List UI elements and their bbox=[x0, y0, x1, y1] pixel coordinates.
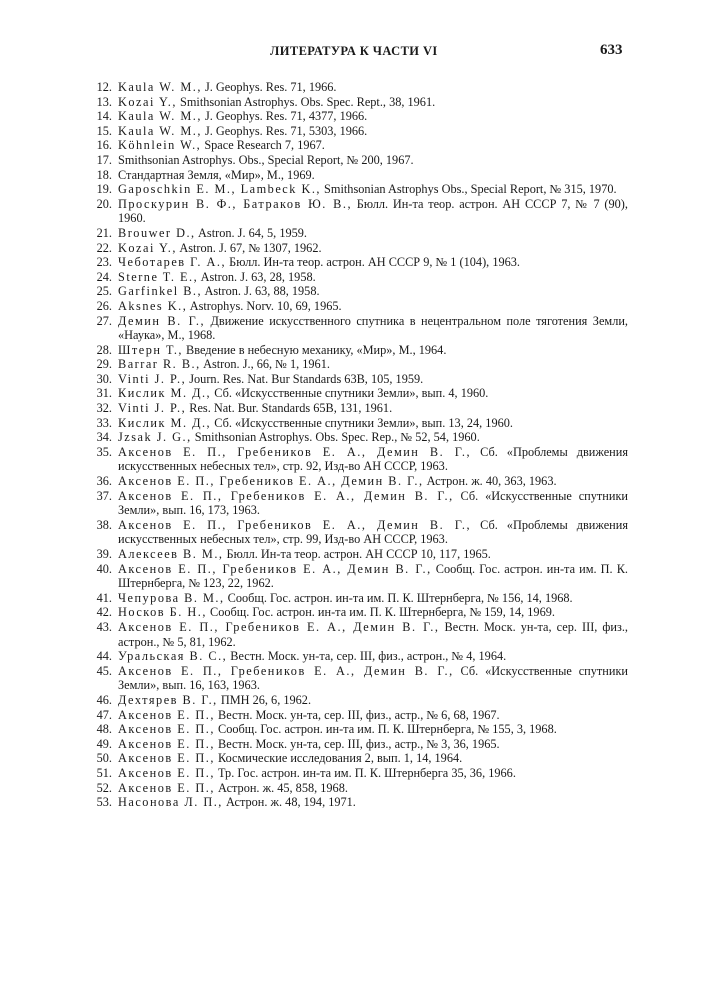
reference-citation: Smithsonian Astrophys Obs., Special Report, № 315, 1970. bbox=[320, 182, 617, 197]
reference-author: Дехтярев В. Г., bbox=[118, 692, 218, 707]
reference-entry bbox=[88, 372, 628, 387]
reference-author: Носков Б. Н., bbox=[118, 605, 207, 620]
reference-number: 14. bbox=[96, 109, 112, 124]
reference-citation: Космические исследования 2, вып. 1, 14, 1964. bbox=[214, 751, 463, 766]
reference-author: Vinti J. P., bbox=[118, 371, 187, 386]
reference-entry bbox=[88, 124, 628, 139]
reference-author: Уральская В. С., bbox=[118, 649, 228, 664]
reference-author: Kozai Y., bbox=[118, 240, 177, 255]
reference-entry bbox=[88, 766, 628, 781]
reference-author: Аксенов Е. П., Гребеников Е. А., Демин В. Г., bbox=[118, 488, 454, 503]
reference-entry bbox=[88, 95, 628, 110]
reference-author: Garfinkel B., bbox=[118, 284, 203, 299]
reference-citation: J. Geophys. Res. 71, 1966. bbox=[201, 80, 337, 94]
reference-author: Аксенов Е. П., Гребеников Е. А., Демин В. Г., bbox=[118, 619, 440, 634]
reference-number: 44. bbox=[96, 649, 112, 664]
page-number: 633 bbox=[600, 42, 623, 58]
reference-number: 49. bbox=[96, 736, 112, 751]
reference-citation: Smithsonian Astrophys. Obs. Spec. Rep., № 52, 54, 1960. bbox=[191, 430, 480, 445]
reference-number: 32. bbox=[96, 401, 112, 416]
reference-author: Алексеев В. М., bbox=[118, 547, 224, 561]
reference-entry bbox=[88, 489, 628, 518]
reference-number: 12. bbox=[96, 80, 112, 94]
reference-entry bbox=[88, 737, 628, 752]
reference-citation: Бюлл. Ин-та теор. астрон. АН СССР 10, 117, 1965. bbox=[223, 547, 491, 561]
reference-citation: Astron. J. 67, № 1307, 1962. bbox=[176, 240, 322, 255]
reference-entry bbox=[88, 226, 628, 241]
reference-citation: Сообщ. Гос. астрон. ин-та им. П. К. Штернберга, № 155, 3, 1968. bbox=[214, 722, 557, 737]
reference-entry bbox=[88, 781, 628, 796]
reference-citation: Smithsonian Astrophys. Obs. Spec. Rept., 38, 1961. bbox=[176, 94, 436, 109]
reference-author: Кислик М. Д., bbox=[118, 386, 212, 401]
reference-author: Демин В. Г., bbox=[118, 313, 206, 328]
reference-citation: Сообщ. Гос. астрон. ин-та им. П. К. Штернберга, № 123, 22, 1962. bbox=[118, 561, 628, 591]
reference-citation: Введение в небесную механику, «Мир», М., 1964. bbox=[182, 342, 447, 357]
reference-entry bbox=[88, 605, 628, 620]
reference-number: 31. bbox=[96, 386, 112, 401]
reference-author: Чепурова В. М., bbox=[118, 590, 225, 605]
reference-number: 40. bbox=[96, 561, 112, 576]
reference-entry bbox=[88, 182, 628, 197]
reference-entry bbox=[88, 357, 628, 372]
reference-entry bbox=[88, 416, 628, 431]
reference-number: 47. bbox=[96, 707, 112, 722]
reference-author: Аксенов Е. П., bbox=[118, 707, 215, 722]
reference-entry bbox=[88, 168, 628, 183]
reference-author: Kaula W. M., bbox=[118, 80, 202, 94]
reference-author: Aksnes K., bbox=[118, 298, 188, 313]
reference-entry bbox=[88, 708, 628, 723]
reference-citation: Астрон. ж. 48, 194, 1971. bbox=[222, 795, 356, 810]
reference-number: 51. bbox=[96, 765, 112, 780]
reference-entry bbox=[88, 197, 628, 226]
reference-number: 35. bbox=[96, 444, 112, 459]
reference-number: 53. bbox=[96, 795, 112, 810]
reference-number: 27. bbox=[96, 313, 112, 328]
reference-author: Kaula W. M., bbox=[118, 109, 202, 124]
reference-list bbox=[88, 80, 628, 810]
reference-number: 45. bbox=[96, 663, 112, 678]
reference-citation: Вестн. Моск. ун-та, сер. III, физ., астр., № 6, 68, 1967. bbox=[214, 707, 500, 722]
reference-author: Аксенов Е. П., bbox=[118, 751, 215, 766]
reference-citation: J. Geophys. Res. 71, 5303, 1966. bbox=[201, 123, 368, 138]
reference-citation: Движение искусственного спутника в нецентральном поле тяготения Земли, «Наука», М., 1968. bbox=[118, 313, 629, 343]
reference-citation: Стандартная Земля, «Мир», М., 1969. bbox=[118, 167, 315, 182]
reference-entry bbox=[88, 445, 628, 474]
reference-number: 37. bbox=[96, 488, 112, 503]
reference-citation: Сб. «Искусственные спутники Земли», вып. 16, 163, 1963. bbox=[118, 663, 628, 693]
reference-citation: Тр. Гос. астрон. ин-та им. П. К. Штернберга 35, 36, 1966. bbox=[214, 765, 516, 780]
reference-author: Kozai Y., bbox=[118, 94, 177, 109]
reference-citation: Сб. «Искусственные спутники Земли», вып. 13, 24, 1960. bbox=[211, 415, 513, 430]
reference-number: 50. bbox=[96, 751, 112, 766]
reference-citation: Бюлл. Ин-та теор. астрон. АН СССР 7, № 7 (90), 1960. bbox=[118, 196, 628, 226]
reference-citation: Сообщ. Гос. астрон. ин-та им. П. К. Штернберга, № 156, 14, 1968. bbox=[224, 590, 573, 605]
reference-number: 16. bbox=[96, 138, 112, 153]
reference-author: Vinti J. P., bbox=[118, 401, 187, 416]
reference-number: 39. bbox=[96, 547, 112, 561]
reference-number: 21. bbox=[96, 225, 112, 240]
reference-citation: Сообщ. Гос. астрон. ин-та им. П. К. Штернберга, № 159, 14, 1969. bbox=[206, 605, 555, 620]
reference-author: Аксенов Е. П., bbox=[118, 765, 215, 780]
reference-author: Насонова Л. П., bbox=[118, 795, 223, 810]
reference-number: 28. bbox=[96, 342, 112, 357]
reference-author: Аксенов Е. П., Гребеников Е. А., Демин В. Г., bbox=[118, 663, 454, 678]
reference-citation: Сб. «Искусственные спутники Земли», вып. 4, 1960. bbox=[211, 386, 489, 401]
reference-citation: Astron. J., 66, № 1, 1961. bbox=[200, 357, 330, 372]
reference-number: 17. bbox=[96, 152, 112, 167]
reference-entry bbox=[88, 430, 628, 445]
reference-number: 42. bbox=[96, 605, 112, 620]
reference-number: 48. bbox=[96, 722, 112, 737]
reference-entry bbox=[88, 591, 628, 606]
reference-author: Аксенов Е. П., bbox=[118, 722, 215, 737]
reference-citation: Астрон. ж. 40, 363, 1963. bbox=[423, 474, 557, 489]
reference-citation: Вестн. Моск. ун-та, сер. III, физ., астрон., № 5, 81, 1962. bbox=[118, 619, 628, 649]
reference-citation: Astron. J. 63, 28, 1958. bbox=[198, 269, 316, 284]
reference-author: Аксенов Е. П., Гребеников Е. А., Демин В. Г., bbox=[118, 444, 472, 459]
reference-citation: Астрон. ж. 45, 858, 1968. bbox=[214, 780, 348, 795]
reference-author: Sterne T. E., bbox=[118, 269, 199, 284]
reference-entry bbox=[88, 518, 628, 547]
reference-author: Barrar R. B., bbox=[118, 357, 201, 372]
reference-number: 19. bbox=[96, 182, 112, 197]
reference-citation: Вестн. Моск. ун-та, сер. III, физ., астр., № 3, 36, 1965. bbox=[214, 736, 500, 751]
reference-entry bbox=[88, 693, 628, 708]
reference-entry bbox=[88, 751, 628, 766]
reference-author: Чеботарев Г. А., bbox=[118, 255, 227, 270]
reference-entry bbox=[88, 547, 628, 562]
reference-author: Аксенов Е. П., Гребеников Е. А., Демин В. Г., bbox=[118, 517, 472, 532]
reference-citation: Сб. «Искусственные спутники Земли», вып. 16, 173, 1963. bbox=[118, 488, 628, 518]
reference-author: Аксенов Е. П., Гребеников Е. А., Демин В. Г., bbox=[118, 561, 432, 576]
reference-entry bbox=[88, 649, 628, 664]
reference-entry bbox=[88, 401, 628, 416]
reference-citation: Smithsonian Astrophys. Obs., Special Report, № 200, 1967. bbox=[118, 152, 414, 167]
reference-author: Проскурин В. Ф., Батраков Ю. В., bbox=[118, 196, 353, 211]
reference-number: 38. bbox=[96, 517, 112, 532]
reference-number: 24. bbox=[96, 269, 112, 284]
reference-number: 30. bbox=[96, 371, 112, 386]
reference-number: 43. bbox=[96, 619, 112, 634]
reference-author: Кислик М. Д., bbox=[118, 415, 212, 430]
reference-citation: Journ. Res. Nat. Bur Standards 63B, 105, 1959. bbox=[186, 371, 424, 386]
reference-author: Штерн Т., bbox=[118, 342, 183, 357]
reference-number: 34. bbox=[96, 430, 112, 445]
reference-entry bbox=[88, 109, 628, 124]
reference-entry bbox=[88, 795, 628, 810]
reference-entry bbox=[88, 562, 628, 591]
reference-number: 26. bbox=[96, 298, 112, 313]
reference-citation: Res. Nat. Bur. Standards 65B, 131, 1961. bbox=[186, 401, 393, 416]
reference-citation: Сб. «Проблемы движения искусственных небесных тел», стр. 99, Изд-во АН СССР, 1963. bbox=[118, 517, 628, 547]
reference-author: Brouwer D., bbox=[118, 225, 196, 240]
reference-number: 18. bbox=[96, 167, 112, 182]
reference-author: Gaposchkin E. M., Lambeck K., bbox=[118, 182, 321, 197]
reference-author: Kaula W. M., bbox=[118, 123, 202, 138]
reference-entry bbox=[88, 284, 628, 299]
reference-number: 41. bbox=[96, 590, 112, 605]
reference-number: 23. bbox=[96, 255, 112, 270]
reference-author: Köhnlein W., bbox=[118, 138, 202, 153]
reference-entry bbox=[88, 474, 628, 489]
reference-author: Аксенов Е. П., bbox=[118, 736, 215, 751]
reference-author: Аксенов Е. П., Гребеников Е. А., Демин В. Г., bbox=[118, 474, 424, 489]
reference-entry bbox=[88, 138, 628, 153]
reference-citation: Astrophys. Norv. 10, 69, 1965. bbox=[187, 298, 342, 313]
reference-number: 25. bbox=[96, 284, 112, 299]
reference-number: 22. bbox=[96, 240, 112, 255]
reference-citation: Сб. «Проблемы движения искусственных небесных тел», стр. 92, Изд-во АН СССР, 1963. bbox=[118, 444, 628, 474]
reference-author: Аксенов Е. П., bbox=[118, 780, 215, 795]
reference-number: 15. bbox=[96, 123, 112, 138]
reference-number: 36. bbox=[96, 474, 112, 489]
reference-entry bbox=[88, 314, 628, 343]
reference-entry bbox=[88, 241, 628, 256]
reference-entry bbox=[88, 299, 628, 314]
reference-citation: Space Research 7, 1967. bbox=[201, 138, 325, 153]
reference-entry bbox=[88, 153, 628, 168]
reference-number: 46. bbox=[96, 692, 112, 707]
running-title: ЛИТЕРАТУРА К ЧАСТИ VI bbox=[270, 44, 438, 58]
reference-entry bbox=[88, 270, 628, 285]
reference-author: Jzsak J. G., bbox=[118, 430, 192, 445]
reference-citation: J. Geophys. Res. 71, 4377, 1966. bbox=[201, 109, 368, 124]
reference-entry bbox=[88, 343, 628, 358]
running-header bbox=[0, 44, 717, 64]
reference-entry bbox=[88, 80, 628, 95]
reference-entry bbox=[88, 664, 628, 693]
reference-number: 20. bbox=[96, 196, 112, 211]
reference-citation: Astron. J. 64, 5, 1959. bbox=[195, 225, 308, 240]
reference-entry bbox=[88, 255, 628, 270]
reference-entry bbox=[88, 722, 628, 737]
reference-number: 13. bbox=[96, 94, 112, 109]
reference-entry bbox=[88, 620, 628, 649]
reference-number: 29. bbox=[96, 357, 112, 372]
reference-entry bbox=[88, 386, 628, 401]
reference-citation: Astron. J. 63, 88, 1958. bbox=[202, 284, 320, 299]
reference-citation: Бюлл. Ин-та теор. астрон. АН СССР 9, № 1 (104), 1963. bbox=[226, 255, 520, 270]
reference-number: 52. bbox=[96, 780, 112, 795]
reference-citation: ПМН 26, 6, 1962. bbox=[217, 692, 312, 707]
reference-citation: Вестн. Моск. ун-та, сер. III, физ., астрон., № 4, 1964. bbox=[227, 649, 507, 664]
reference-number: 33. bbox=[96, 415, 112, 430]
